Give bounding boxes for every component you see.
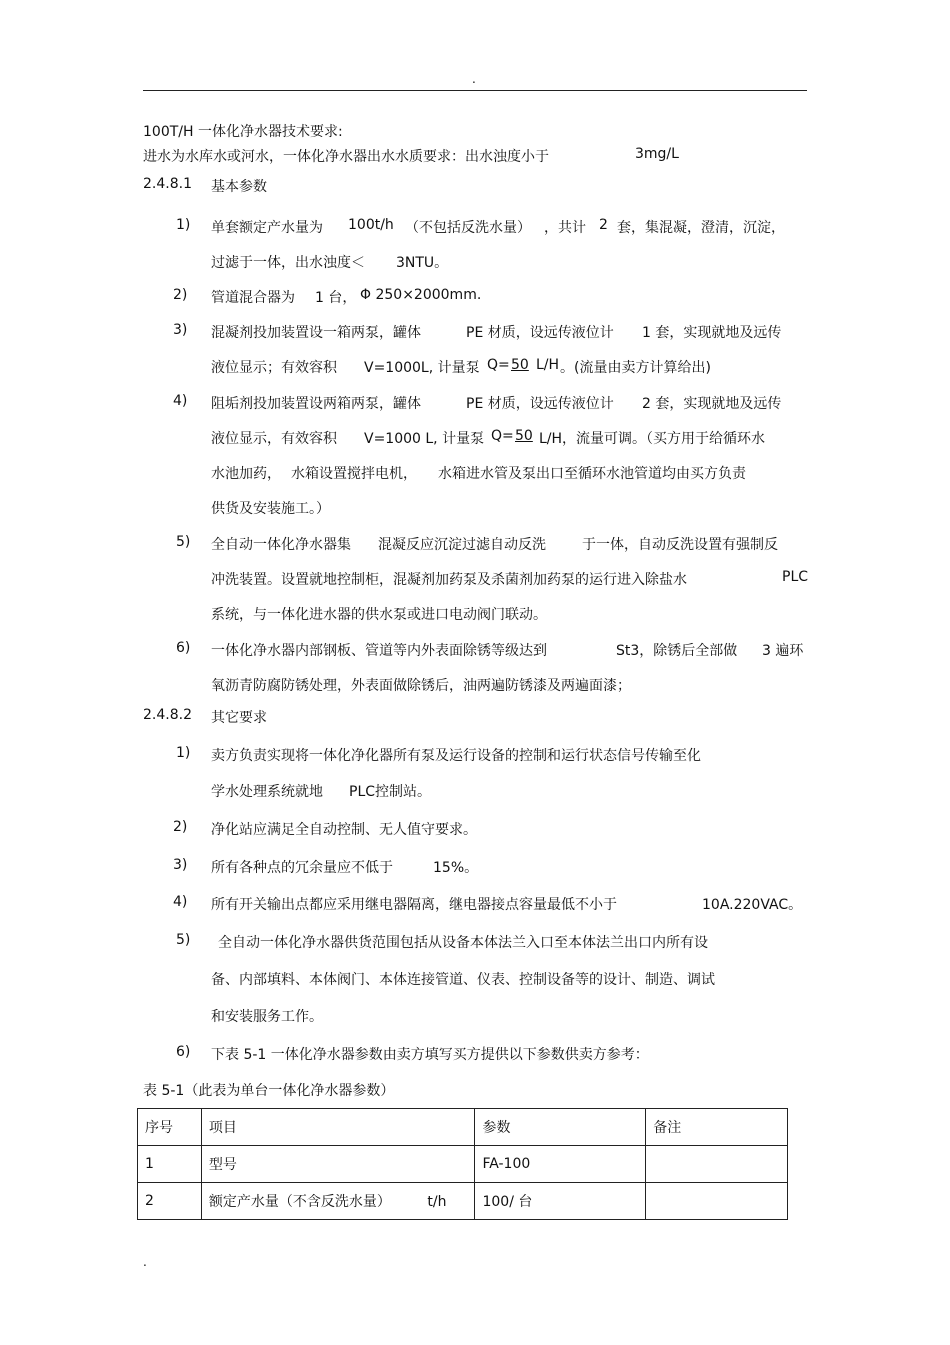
list-item-text: 15%。 (433, 860, 479, 876)
list-item-text: PE 材质，设远传液位计 (466, 325, 614, 341)
section-number: 2.4.8.1 (143, 176, 192, 192)
table-header-cell: 备注 (646, 1109, 788, 1146)
list-item-text: 和安装服务工作。 (211, 1009, 323, 1025)
intro-requirement: 进水为水库水或河水，一体化净水器出水水质要求：出水浊度小于 (143, 149, 549, 165)
footer-dot: . (143, 1255, 147, 1269)
table-cell: 2 (138, 1183, 202, 1220)
header-rule (143, 90, 807, 91)
list-item-text: V=1000L, 计量泵 (364, 360, 480, 376)
list-item-text: 下表 5-1 一体化净水器参数由卖方填写买方提供以下参数供卖方参考： (211, 1047, 649, 1063)
table-header-cell: 项目 (201, 1109, 475, 1146)
list-item-text: 所有开关输出点都应采用继电器隔离，继电器接点容量最低不小于 (211, 897, 617, 913)
list-item-text: 于一体，自动反洗设置有强制反 (582, 537, 778, 553)
list-item-text: 备、内部填料、本体阀门、本体连接管道、仪表、控制设备等的设计、制造、调试 (211, 972, 715, 988)
list-item-number: 6) (176, 1044, 191, 1060)
list-item-text: St3，除锈后全部做 (616, 643, 738, 659)
list-item-text: Q= (491, 428, 514, 444)
list-item-number: 4) (173, 393, 188, 409)
list-item-number: 3) (173, 322, 188, 338)
list-item-text: 。(流量由卖方计算给出) (560, 360, 711, 376)
list-item-text: （不包括反洗水量） (405, 220, 531, 236)
list-item-text: 混凝反应沉淀过滤自动反洗 (378, 537, 546, 553)
list-item-text: V=1000 L, 计量泵 (364, 431, 485, 447)
list-item-text: 2 套，实现就地及远传 (642, 396, 782, 412)
list-item-text: 水池加药， (211, 466, 281, 482)
list-item-text: 净化站应满足全自动控制、无人值守要求。 (211, 822, 477, 838)
table-cell: 型号 (201, 1146, 475, 1183)
list-item-text: 套，集混凝，澄清，沉淀， (617, 220, 785, 236)
list-item-number: 5) (176, 932, 191, 948)
table-cell: 100/ 台 (475, 1183, 646, 1220)
table-row (138, 1146, 788, 1183)
list-item-text: 3NTU。 (396, 255, 449, 271)
table-cell-unit: t/h (427, 1194, 447, 1210)
list-item-text: 50 (511, 357, 529, 373)
list-item-text: 阻垢剂投加装置设两箱两泵，罐体 (211, 396, 421, 412)
table-cell (646, 1183, 788, 1220)
list-item-text: PE 材质，设远传液位计 (466, 396, 614, 412)
list-item-text: 3 遍环 (762, 643, 804, 659)
list-item-text: 液位显示，有效容积 (211, 431, 337, 447)
list-item-text: L/H (536, 357, 560, 373)
section-title: 其它要求 (211, 710, 267, 726)
list-item-text: 冲洗装置。设置就地控制柜，混凝剂加药泵及杀菌剂加药泵的运行进入除盐水 (211, 572, 687, 588)
list-item-text: 50 (515, 428, 533, 444)
list-item-number: 5) (176, 534, 191, 550)
table-header-row (138, 1109, 788, 1146)
list-item-text: 氧沥青防腐防锈处理，外表面做除锈后，油两遍防锈漆及两遍面漆； (211, 678, 631, 694)
list-item-number: 1) (176, 745, 191, 761)
list-item-text: 单套额定产水量为 (211, 220, 323, 236)
list-item-text: Q= (487, 357, 510, 373)
list-item-text: 所有各种点的冗余量应不低于 (211, 860, 393, 876)
section-number: 2.4.8.2 (143, 707, 192, 723)
intro-requirement-value: 3mg/L (635, 146, 679, 162)
list-item-number: 2) (173, 819, 188, 835)
table-cell (646, 1146, 788, 1183)
list-item-number: 1) (176, 217, 191, 233)
list-item-text: 过滤于一体，出水浊度＜ (211, 255, 365, 271)
table-cell-text: 额定产水量（不含反洗水量） (208, 1194, 391, 1210)
table-cell: 1 (138, 1146, 202, 1183)
list-item-text: 水箱进水管及泵出口至循环水池管道均由买方负责 (438, 466, 746, 482)
parameter-table (137, 1108, 788, 1220)
list-item-text: L/H，流量可调。（买方用于给循环水 (539, 431, 766, 447)
list-item-text: 供货及安装施工。） (211, 501, 330, 517)
table-cell (201, 1183, 475, 1220)
list-item-number: 6) (176, 640, 191, 656)
list-item-text: 一体化净水器内部钢板、管道等内外表面除锈等级达到 (211, 643, 547, 659)
list-item-text: 10A.220VAC。 (702, 897, 803, 913)
list-item-text: Φ 250×2000mm. (360, 287, 482, 303)
list-item-text: 水箱设置搅拌电机， (291, 466, 417, 482)
list-item-text: 混凝剂投加装置设一箱两泵，罐体 (211, 325, 421, 341)
header-dot: . (472, 72, 476, 86)
list-item-text: 全自动一体化净水器供货范围包括从设备本体法兰入口至本体法兰出口内所有设 (218, 935, 708, 951)
list-item-text: 1 套，实现就地及远传 (642, 325, 782, 341)
table-header-cell: 参数 (475, 1109, 646, 1146)
table-cell: FA-100 (475, 1146, 646, 1183)
list-item-text: 卖方负责实现将一体化净化器所有泵及运行设备的控制和运行状态信号传输至化 (211, 748, 701, 764)
table-caption: 表 5-1（此表为单台一体化净水器参数） (143, 1083, 395, 1099)
list-item-text: 学水处理系统就地 (211, 784, 323, 800)
list-item-text: 2 (599, 217, 608, 233)
list-item-number: 4) (173, 894, 188, 910)
list-item-text: 系统，与一体化进水器的供水泵或进口电动阀门联动。 (211, 607, 547, 623)
table-header-cell: 序号 (138, 1109, 202, 1146)
section-title: 基本参数 (211, 179, 267, 195)
list-item-number: 2) (173, 287, 188, 303)
list-item-text: 全自动一体化净水器集 (211, 537, 351, 553)
list-item-text: 1 台， (315, 290, 357, 306)
list-item-text: PLC (782, 569, 809, 585)
list-item-text: 100t/h (348, 217, 394, 233)
list-item-number: 3) (173, 857, 188, 873)
list-item-text: PLC控制站。 (349, 784, 432, 800)
intro-title: 100T/H 一体化净水器技术要求: (143, 124, 343, 140)
list-item-text: 液位显示；有效容积 (211, 360, 337, 376)
list-item-text: ，共计 (544, 220, 586, 236)
table-row (138, 1183, 788, 1220)
list-item-text: 管道混合器为 (211, 290, 295, 306)
